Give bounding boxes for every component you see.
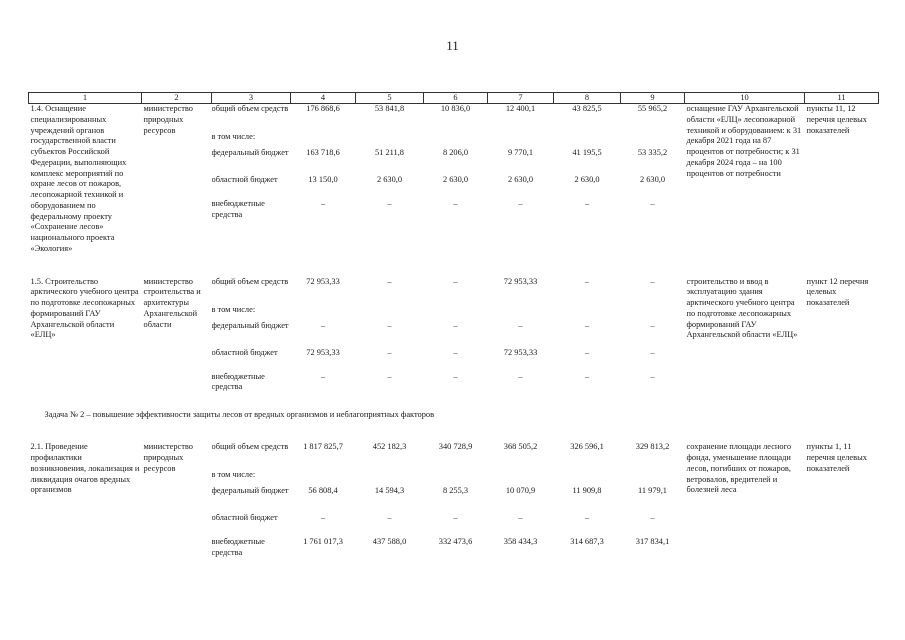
funding-value: 326 596,1 — [570, 442, 604, 452]
funding-value: – — [387, 320, 392, 330]
funding-value: – — [650, 320, 655, 330]
executor: министерство природных ресурсов — [143, 104, 193, 135]
funding-value: – — [584, 199, 590, 208]
funding-value: – — [387, 276, 392, 286]
funding-value — [488, 301, 554, 318]
funding-value: – — [518, 513, 523, 523]
funding-value-cell — [488, 442, 554, 561]
funding-value-cell — [554, 277, 621, 396]
funding-value: 2 630,0 — [639, 175, 666, 184]
funding-value: 437 588,0 — [372, 537, 407, 547]
funding-value: 13 150,0 — [308, 175, 338, 184]
funding-value: – — [320, 199, 326, 208]
funding-value: – — [387, 199, 392, 208]
funding-value-cell — [424, 277, 488, 396]
funding-value-cell — [424, 104, 488, 263]
task-row — [29, 396, 879, 443]
funding-value-cell — [291, 277, 356, 396]
funding-source-cell — [212, 104, 291, 263]
column-header: 10 — [685, 93, 805, 104]
funding-value: 2 630,0 — [507, 175, 534, 184]
funding-value-cell — [488, 104, 554, 263]
funding-value: – — [387, 347, 392, 357]
funding-value: 53 335,2 — [637, 148, 668, 157]
funding-value — [554, 128, 621, 145]
funding-source: областной бюджет — [211, 513, 278, 523]
funding-value: – — [650, 276, 655, 286]
target-indicators: пункты 11, 12 перечня целевых показателей — [806, 104, 867, 135]
funding-source: в том числе: — [211, 470, 256, 480]
funding-value: – — [518, 371, 523, 381]
funding-source: общий объем средств — [211, 104, 289, 113]
target-indicators: пункты 1, 11 перечня целевых показателей — [806, 442, 867, 473]
funding-value: – — [584, 347, 590, 357]
table-row — [29, 277, 879, 396]
funding-value: 317 834,1 — [635, 537, 670, 547]
funding-value: – — [320, 513, 326, 523]
expected-result: строительство и ввод в эксплуатацию здания арктического учебного центра по подготовке лесопожарных формирований ГАУ Архангельской области «ЕЛЦ» — [686, 276, 798, 340]
funding-value — [356, 301, 424, 318]
funding-value: 51 211,8 — [374, 148, 404, 157]
page-number: 11 — [446, 38, 459, 53]
funding-source: в том числе: — [211, 132, 256, 141]
funding-value: 1 761 017,3 — [303, 537, 343, 547]
funding-value — [291, 301, 356, 318]
funding-value — [488, 466, 554, 483]
funding-value: 12 400,1 — [505, 104, 536, 113]
funding-source: областной бюджет — [211, 347, 278, 357]
funding-value: 11 909,8 — [572, 486, 602, 496]
funding-value: 56 808,4 — [308, 486, 338, 496]
spacer-cell — [29, 263, 879, 277]
funding-value: 314 687,3 — [570, 537, 604, 547]
funding-source: внебюджетные средства — [211, 371, 265, 392]
funding-value — [356, 128, 424, 145]
funding-value: – — [518, 199, 523, 208]
funding-value: 41 195,5 — [572, 148, 602, 157]
funding-value: 9 770,1 — [507, 148, 534, 157]
funding-source: областной бюджет — [211, 175, 278, 184]
funding-value: 176 868,6 — [306, 104, 340, 113]
column-header: 1 — [29, 93, 142, 104]
funding-value: 8 255,3 — [442, 486, 469, 496]
funding-value — [424, 466, 488, 483]
funding-value — [424, 128, 488, 145]
funding-value — [356, 466, 424, 483]
measure-name: 1.5. Строительство арктического учебного центра по подготовке лесопожарных формирований ГАУ Архангельской области «ЕЛЦ» — [30, 276, 139, 340]
funding-value: – — [584, 371, 590, 381]
funding-value: – — [584, 513, 590, 523]
funding-source: федеральный бюджет — [211, 148, 289, 157]
funding-value: 72 953,33 — [306, 276, 340, 286]
column-header: 9 — [621, 93, 685, 104]
funding-value-cell — [424, 442, 488, 561]
column-header: 8 — [554, 93, 621, 104]
funding-value-cell — [291, 104, 356, 263]
measure-name: 1.4. Оснащение специализированных учреждений органов государственной власти субъектов Российской Федерации, выполняющих комплекс мероприятий по охране лесов от пожаров, лесопожарной техникой и оборудованием по федеральному проекту «Сохранение лесов» национального проекта «Экология» — [30, 104, 127, 253]
column-header: 2 — [142, 93, 212, 104]
funding-value: 72 953,33 — [503, 347, 538, 357]
funding-value: 14 594,3 — [374, 486, 405, 496]
funding-source: федеральный бюджет — [211, 320, 289, 330]
funding-source-cell — [212, 442, 291, 561]
funding-value — [488, 128, 554, 145]
funding-value — [621, 466, 685, 483]
funding-value: 340 728,9 — [438, 442, 473, 452]
funding-value: 452 182,3 — [372, 442, 407, 452]
funding-value: – — [453, 347, 458, 357]
funding-value-cell — [621, 104, 685, 263]
funding-value — [621, 301, 685, 318]
funding-value: – — [518, 320, 523, 330]
column-header: 7 — [488, 93, 554, 104]
funding-value: – — [453, 199, 458, 208]
funding-value: 332 473,6 — [438, 537, 473, 547]
funding-value: – — [650, 513, 655, 523]
funding-value: 72 953,33 — [306, 347, 340, 357]
funding-value: 2 630,0 — [574, 175, 600, 184]
funding-value-cell — [291, 442, 356, 561]
funding-value: – — [387, 513, 392, 523]
funding-value-cell — [356, 104, 424, 263]
funding-value: – — [320, 320, 326, 330]
table-row — [29, 442, 879, 561]
funding-source: в том числе: — [211, 304, 256, 314]
funding-source: федеральный бюджет — [211, 486, 289, 496]
funding-source: общий объем средств — [211, 276, 289, 286]
task-heading: Задача № 2 – повышение эффективности защиты лесов от вредных организмов и неблагоприятных факторов — [44, 409, 435, 419]
funding-value — [621, 128, 685, 145]
column-header: 3 — [212, 93, 291, 104]
funding-value: – — [453, 371, 458, 381]
funding-value: 2 630,0 — [442, 175, 469, 184]
column-header: 6 — [424, 93, 488, 104]
funding-value: – — [584, 276, 590, 286]
funding-source: внебюджетные средства — [211, 199, 265, 219]
funding-value: – — [650, 347, 655, 357]
funding-value: 10 070,9 — [505, 486, 536, 496]
funding-value: – — [584, 320, 590, 330]
funding-value: – — [387, 371, 392, 381]
funding-value-cell — [554, 104, 621, 263]
funding-value — [291, 466, 356, 483]
funding-value: 358 434,3 — [503, 537, 538, 547]
funding-value-cell — [621, 442, 685, 561]
funding-value: 8 206,0 — [442, 148, 469, 157]
funding-value: 163 718,6 — [306, 148, 340, 157]
funding-value: 43 825,5 — [572, 104, 602, 113]
column-header: 11 — [805, 93, 879, 104]
funding-value: 1 817 825,7 — [303, 442, 343, 452]
funding-value-cell — [356, 277, 424, 396]
funding-value: 11 979,1 — [637, 486, 667, 496]
column-header: 4 — [291, 93, 356, 104]
measure-name: 2.1. Проведение профилактики возникновения, локализация и ликвидация очагов вредных организмов — [30, 442, 140, 495]
funding-value: – — [453, 276, 458, 286]
funding-value-cell — [621, 277, 685, 396]
expected-result: сохранение площади лесного фонда, уменьшение площади лесов, погибших от пожаров, ветровалов, вредителей и болезней леса — [686, 442, 792, 495]
column-header: 5 — [356, 93, 424, 104]
funding-value-cell — [356, 442, 424, 561]
table-row — [29, 104, 879, 263]
funding-value: 72 953,33 — [503, 276, 538, 286]
target-indicators: пункт 12 перечня целевых показателей — [806, 276, 869, 307]
program-table — [28, 92, 879, 561]
funding-value: – — [650, 199, 655, 208]
funding-value: 368 505,2 — [503, 442, 538, 452]
funding-value-cell — [554, 442, 621, 561]
funding-source-cell — [212, 277, 291, 396]
funding-value: 53 841,8 — [374, 104, 405, 113]
executor: министерство строительства и архитектуры Архангельской области — [143, 276, 201, 329]
spacer-row — [29, 263, 879, 277]
funding-value: – — [453, 513, 458, 523]
funding-value — [291, 128, 356, 145]
expected-result: оснащение ГАУ Архангельской области «ЕЛЦ» лесопожарной техникой и оборудованием: к 31 декабря 2021 года на 87 процентов от потребности; к 31 декабря 2024 года – на 100 процентов от потребности — [686, 104, 802, 178]
funding-source: внебюджетные средства — [211, 537, 265, 557]
executor: министерство природных ресурсов — [143, 442, 193, 473]
funding-value: 2 630,0 — [376, 175, 403, 184]
funding-value — [554, 301, 621, 318]
funding-source: общий объем средств — [211, 442, 289, 452]
header-row — [29, 93, 879, 104]
funding-value: – — [453, 320, 458, 330]
funding-value — [554, 466, 621, 483]
funding-value: – — [320, 371, 326, 381]
funding-value — [424, 301, 488, 318]
funding-value: 10 836,0 — [440, 104, 471, 113]
funding-value: 329 813,2 — [635, 442, 670, 452]
funding-value-cell — [488, 277, 554, 396]
funding-value: – — [650, 371, 655, 381]
funding-value: 55 965,2 — [637, 104, 668, 113]
